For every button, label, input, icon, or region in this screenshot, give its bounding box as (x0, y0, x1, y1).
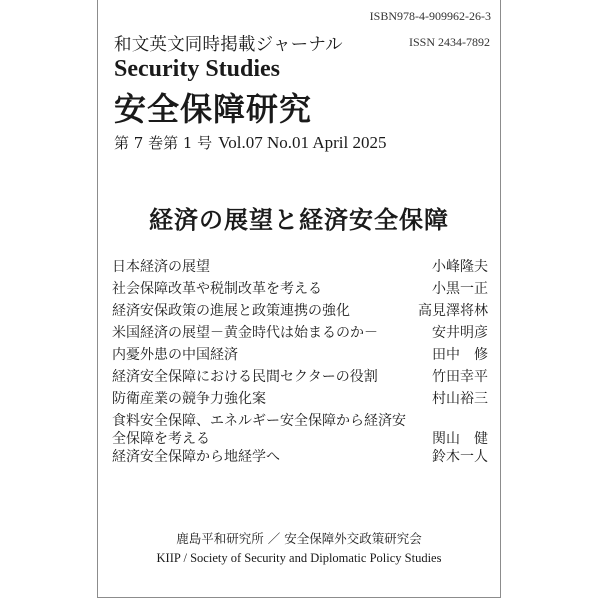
toc-author: 竹田幸平 (432, 369, 488, 385)
volume-info (114, 132, 386, 153)
toc-article-title: 経済安全保障から地経学へ (112, 449, 280, 465)
toc-item (112, 324, 488, 342)
toc-author: 小峰隆夫 (432, 259, 488, 275)
toc-article-title: 経済安全保障における民間セクターの役割 (112, 369, 378, 385)
isbn-number: ISBN978-4-909962-26-3 (369, 9, 491, 23)
toc-article-title: 社会保障改革や税制改革を考える (112, 281, 322, 297)
toc-item (112, 368, 488, 386)
toc-item (112, 258, 488, 276)
toc-author: 田中 修 (432, 347, 488, 363)
toc-article-title: 食料安全保障、エネルギー安全保障から経済安全保障を考える (112, 413, 406, 447)
toc-author: 安井明彦 (432, 325, 488, 341)
table-of-contents (112, 258, 488, 470)
volume-english: Vol.07 No.01 April 2025 (218, 133, 387, 152)
volume-japanese: 第 7 巻第 1 号 (114, 134, 213, 152)
toc-author: 関山 健 (432, 431, 488, 447)
journal-title-english: Security Studies (114, 56, 281, 82)
toc-article-title: 日本経済の展望 (112, 259, 210, 275)
toc-author: 鈴木一人 (432, 449, 488, 465)
toc-item (112, 412, 488, 448)
toc-article-title: 防衛産業の競争力強化案 (112, 391, 266, 407)
toc-item (112, 448, 488, 466)
issn-number: ISSN 2434-7892 (408, 35, 490, 49)
journal-title-japanese: 安全保障研究 (114, 90, 313, 128)
toc-author: 小黒一正 (432, 281, 488, 297)
toc-author: 高見澤将林 (418, 303, 488, 319)
toc-item (112, 390, 488, 408)
toc-author: 村山裕三 (432, 391, 488, 407)
journal-cover (97, 0, 501, 598)
toc-item (112, 280, 488, 298)
publisher-japanese: 鹿島平和研究所 ／ 安全保障外交政策研究会 (176, 531, 422, 546)
journal-type-label: 和文英文同時掲載ジャーナル (114, 35, 343, 55)
toc-article-title: 米国経済の展望－黄金時代は始まるのか－ (112, 325, 378, 341)
toc-item (112, 302, 488, 320)
toc-item (112, 346, 488, 364)
toc-article-title: 経済安保政策の進展と政策連携の強化 (112, 303, 350, 319)
publisher-english: KIIP / Society of Security and Diplomatic Policy Studies (156, 551, 442, 565)
feature-title: 経済の展望と経済安全保障 (149, 206, 449, 234)
toc-article-title: 内憂外患の中国経済 (112, 347, 238, 363)
